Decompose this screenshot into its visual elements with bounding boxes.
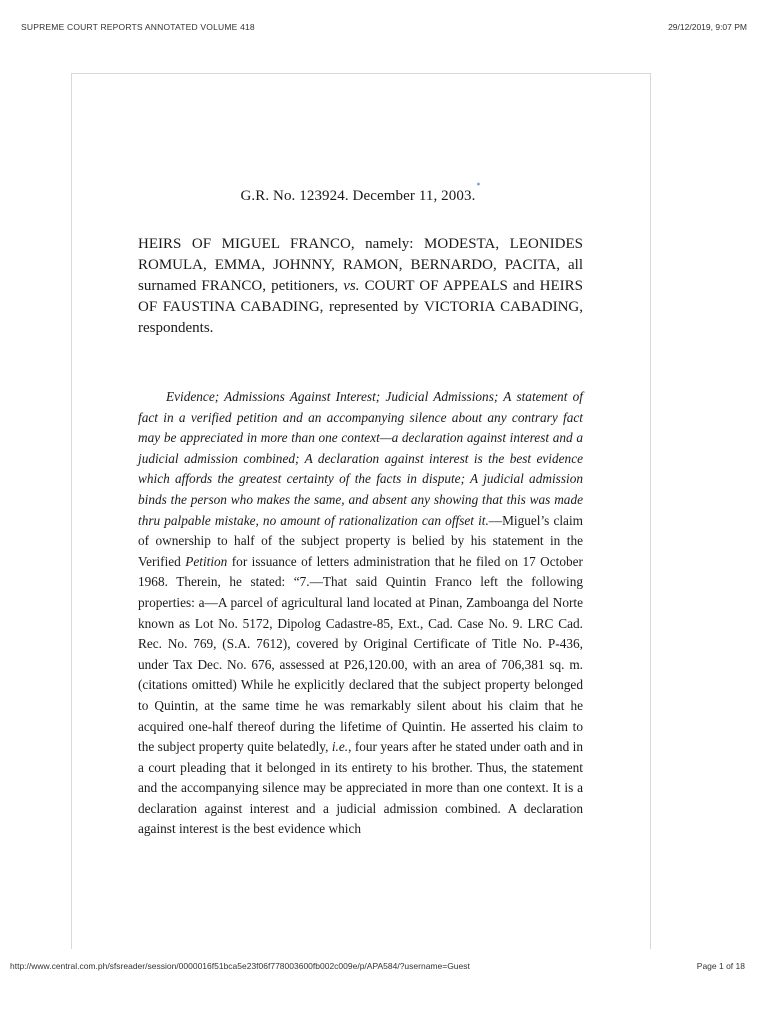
source-url: http://www.central.com.ph/sfsreader/session/0000016f51bca5e23f06f778003600fb002c009e/p/APA584/?username=Guest — [10, 961, 470, 971]
syllabus-keywords: Evidence; Admissions Against Interest; Judicial Admissions; A statement of fact in a verified petition and an accompanying silence about any contrary fact may be appreciated in more than one context—a declaration against interest and a judicial admission combined; A declaration against interest is the best evidence which affords the greatest certainty of the facts in dispute; A judicial admission binds the person who makes the same, and absent any showing that this was made thru palpable mistake, no amount of rationalization can offset it. — [138, 389, 583, 528]
body-petition: Petition — [185, 553, 228, 569]
page-indicator: Page 1 of 18 — [696, 961, 745, 971]
petitioners: HEIRS OF MIGUEL FRANCO, namely: MODESTA, LEONIDES ROMULA, EMMA, JOHNNY, RAMON, BERNARDO, PACITA, all surnamed FRANCO, petitioners, — [138, 236, 583, 294]
body-text-1: —Miguel’s claim of ownership to half of the subject property is belied by his statement in the Verified — [138, 512, 583, 569]
syllabus-paragraph — [138, 387, 583, 840]
body-text-3: , four years after he stated under oath and in a court pleading that it belonged in its entirety to his brother. Thus, the statement and the accompanying silence may be appreciated in more than one context. It is a declaration against interest and a judicial admission combined. A declaration against interest is the best evidence which — [138, 739, 583, 837]
case-number — [138, 181, 583, 205]
respondents: COURT OF APPEALS and HEIRS OF FAUSTINA CABADING, represented by VICTORIA CABADING, respondents. — [138, 278, 583, 336]
body-ie: i.e. — [331, 739, 349, 755]
document-title: SUPREME COURT REPORTS ANNOTATED VOLUME 418 — [21, 22, 255, 32]
print-datetime: 29/12/2019, 9:07 PM — [668, 22, 747, 32]
case-number-text: G.R. No. 123924. December 11, 2003. — [240, 188, 476, 204]
footnote-link[interactable]: * — [476, 181, 481, 190]
case-parties — [138, 234, 583, 339]
versus: vs. — [343, 278, 360, 294]
document-page — [71, 73, 651, 949]
body-text-2: for issuance of letters administration that he filed on 17 October 1968. Therein, he stated: “7.—That said Quintin Franco left the following properties: a—A parcel of agricultural land located at Pinan, Zamboanga del Norte known as Lot No. 5172, Dipolog Cadastre-85, Ext., Cad. Case No. 9. LRC Cad. Rec. No. 769, (S.A. 7612), covered by Original Certificate of Title No. P-436, under Tax Dec. No. 676, assessed at P26,120.00, with an area of 706,381 sq. m. (citations omitted) While he explicitly declared that the subject property belonged to Quintin, at the same time he was remarkably silent about his claim that he acquired one-half thereof during the lifetime of Quintin. He asserted his claim to the subject property quite belatedly, — [138, 553, 583, 755]
print-header — [21, 22, 747, 34]
